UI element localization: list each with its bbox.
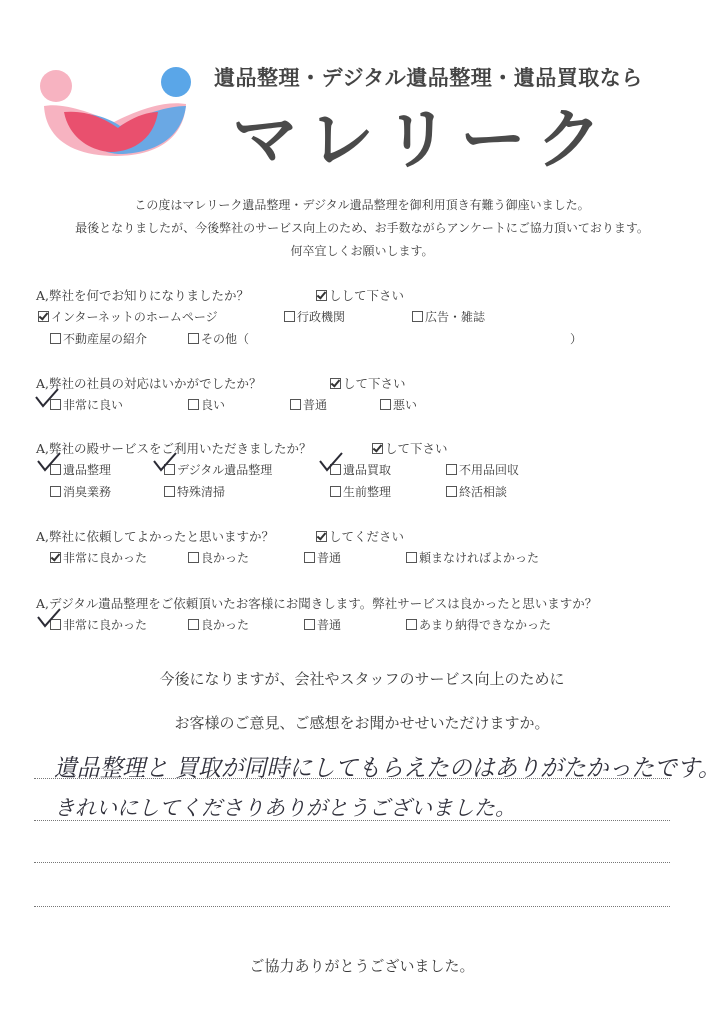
q2-option-normal[interactable]: 普通 [290,396,327,413]
handwritten-check-icon [152,452,178,472]
brand-name: マレリーク [232,101,612,178]
question-2-instruction: して下さい [330,374,406,392]
checkbox[interactable] [50,333,61,344]
sample-checkbox [316,531,327,542]
question-1-instruction: しして下さい [316,286,404,304]
checkbox[interactable] [446,464,457,475]
comment-line [34,778,670,779]
question-2: A,弊社の社員の対応はいかがでしたか？ [36,376,262,391]
checkbox[interactable] [188,619,199,630]
q4-option-should-not-have[interactable]: 頼まなければよかった [406,549,539,566]
intro-line-3: 何卒宜しくお願いします。 [290,244,434,258]
q3-option-deodorize[interactable]: 消臭業務 [50,483,111,500]
checkbox[interactable] [330,486,341,497]
q1-option-ad-magazine[interactable]: 広告・雑誌 [412,308,485,325]
comment-line [34,906,670,907]
checkbox[interactable] [412,311,423,322]
comment-line [34,862,670,863]
q1-option-real-estate[interactable]: 不動産屋の紹介 [50,330,147,347]
checkbox[interactable] [284,311,295,322]
q3-option-digital-estate[interactable]: デジタル遺品整理 [164,461,272,478]
sample-checkbox [372,443,383,454]
intro-line-2: 最後となりましたが、今後弊社のサービス向上のため、お手数ながらアンケートにご協力頂いております。 [75,221,649,235]
q1-option-other-close: ） [570,332,583,346]
marelique-logo-mark [34,62,194,158]
question-4: A,弊社に依頼してよかったと思いますか？ [36,529,275,544]
checkbox[interactable] [50,486,61,497]
sample-checkbox [316,290,327,301]
checkbox[interactable] [446,486,457,497]
handwritten-check-icon [36,608,62,628]
q3-option-special-cleaning[interactable]: 特殊清掃 [164,483,225,500]
q1-option-government[interactable]: 行政機関 [284,308,345,325]
q4-option-normal[interactable]: 普通 [304,549,341,566]
checkbox[interactable] [188,333,199,344]
checkbox[interactable] [188,552,199,563]
q4-option-good[interactable]: 良かった [188,549,249,566]
q5-option-good[interactable]: 良かった [188,616,249,633]
question-5: A,デジタル遺品整理をご依頼頂いたお客様にお聞きします。弊社サービスは良かったと思いますか？ [36,596,598,611]
checkbox[interactable] [50,552,61,563]
checkbox[interactable] [380,399,391,410]
handwritten-comment-line-1: 遺品整理と 買取が同時にしてもらえたのはありがたかったです。 [54,754,721,782]
q3-option-buyback[interactable]: 遺品買取 [330,461,391,478]
checkbox[interactable] [290,399,301,410]
closing-message: ご協力ありがとうございました。 [249,957,475,975]
q1-option-other[interactable]: その他（ [188,330,249,347]
tagline: 遺品整理・デジタル遺品整理・遺品買取なら [214,66,643,90]
question-3-instruction: して下さい [372,439,448,457]
handwritten-comment-line-2: きれいにしてくださりありがとうございました。 [54,796,516,820]
q3-option-end-of-life-consult[interactable]: 終活相談 [446,483,507,500]
q2-option-good[interactable]: 良い [188,396,225,413]
q5-option-very-good[interactable]: 非常に良かった [50,616,147,633]
checkbox[interactable] [406,552,417,563]
q3-option-estate-cleanup[interactable]: 遺品整理 [50,461,111,478]
checkbox[interactable] [188,399,199,410]
q3-option-pre-death-cleanup[interactable]: 生前整理 [330,483,391,500]
q2-option-bad[interactable]: 悪い [380,396,417,413]
question-1: A,弊社を何でお知りになりましたか？ [36,288,250,303]
q5-option-not-satisfied[interactable]: あまり納得できなかった [406,616,551,633]
checkbox[interactable] [164,486,175,497]
question-3: A,弊社の殿サービスをご利用いただきましたか？ [36,441,312,456]
comment-line [34,820,670,821]
checkbox[interactable] [406,619,417,630]
q1-option-internet[interactable]: インターネットのホームページ [38,308,218,325]
checkbox[interactable] [304,619,315,630]
q2-option-very-good[interactable]: 非常に良い [50,396,123,413]
q5-option-normal[interactable]: 普通 [304,616,341,633]
q3-option-junk-removal[interactable]: 不用品回収 [446,461,519,478]
handwritten-check-icon [34,388,60,408]
question-4-instruction: してください [316,527,404,545]
intro-line-1: この度はマレリーク遺品整理・デジタル遺品整理を御利用頂き有難う御座いました。 [134,198,590,212]
checkbox[interactable] [304,552,315,563]
comment-prompt-line-1: 今後になりますが、会社やスタッフのサービス向上のために [159,670,565,688]
sample-checkbox [330,378,341,389]
q4-option-very-good[interactable]: 非常に良かった [50,549,147,566]
handwritten-check-icon [36,452,62,472]
handwritten-check-icon [318,452,344,472]
comment-prompt-line-2: お客様のご意見、ご感想をお聞かせせいただけますか。 [174,714,550,732]
checkbox[interactable] [38,311,49,322]
